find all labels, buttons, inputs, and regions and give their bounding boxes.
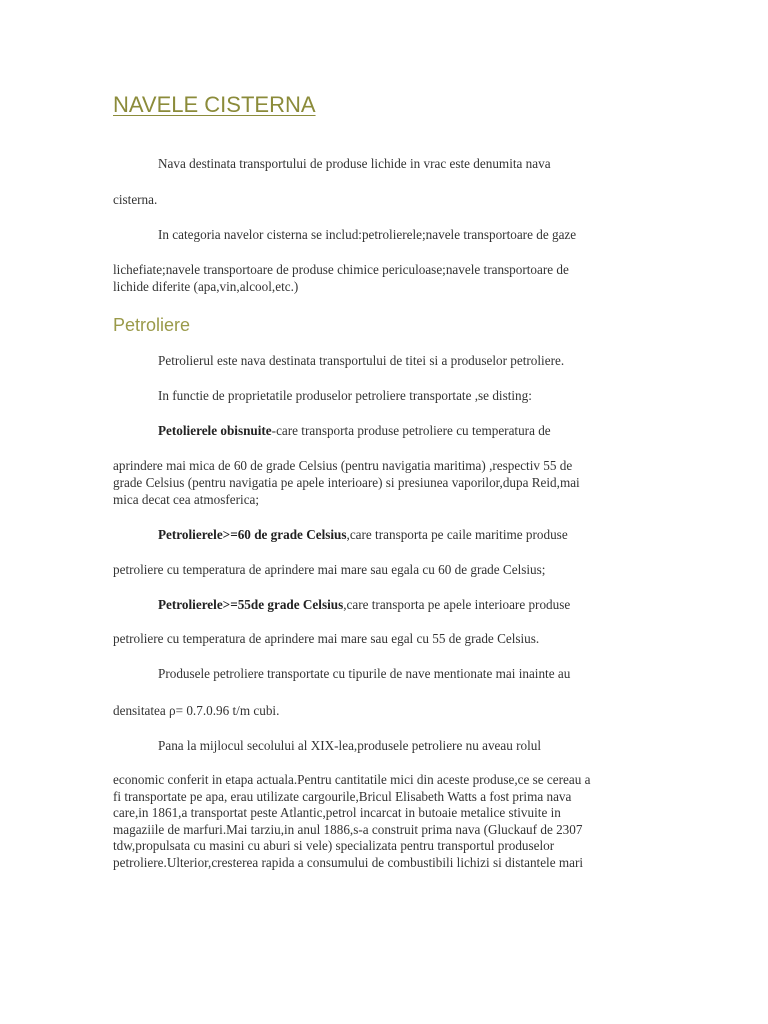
list-item-2-line-1: [158, 526, 568, 543]
list-item-2-line-2: petroliere cu temperatura de aprindere mai mare sau egala cu 60 de grade Celsius;: [113, 562, 546, 577]
section-paragraph-2: In functie de proprietatile produselor petroliere transportate ,se disting:: [158, 388, 532, 403]
paragraph-line: magaziile de marfuri.Mai tarziu,in anul 1886,s-a construit prima nava (Gluckauf de 2307: [113, 821, 583, 837]
paragraph-line: tdw,propulsata cu masini cu aburi si vele) specializata pentru transportul produselor: [113, 838, 555, 853]
page-title: NAVELE CISTERNA: [113, 92, 316, 117]
section-paragraph-1: Petrolierul este nava destinata transportului de titei si a produselor petroliere.: [158, 353, 565, 368]
section-paragraph-3-line-2: densitatea ρ= 0.7.0.96 t/m cubi.: [113, 703, 280, 718]
list-item-2-term: Petrolierele>=60 de grade Celsius: [158, 527, 347, 542]
section-paragraph-4-line-1: Pana la mijlocul secolului al XIX-lea,produsele petroliere nu aveau rolul: [158, 738, 542, 753]
list-item-2-text: ,care transporta pe caile maritime produse: [346, 527, 568, 542]
paragraph-line: care,in 1861,a transportat peste Atlantic,petrol incarcat in butoaie metalice stivuite in: [113, 805, 561, 820]
section-paragraph-4-body: [113, 772, 653, 871]
list-item-3-text: ,care transporta pe apele interioare produse: [343, 597, 571, 612]
paragraph-line: petroliere.Ulterior,cresterea rapida a consumului de combustibili lichizi si distantele mari: [113, 854, 584, 870]
intro-paragraph-1-line-2: cisterna.: [113, 192, 158, 207]
list-item-1-line-3: grade Celsius (pentru navigatia pe apele interioare) si presiunea vaporilor,dupa Reid,mai: [113, 475, 580, 490]
list-item-1-line-1: [158, 422, 551, 439]
section-paragraph-3-line-1: Produsele petroliere transportate cu tipurile de nave mentionate mai inainte au: [158, 666, 571, 681]
list-item-3-line-2: petroliere cu temperatura de aprindere mai mare sau egal cu 55 de grade Celsius.: [113, 631, 540, 646]
intro-paragraph-2-line-2: lichefiate;navele transportoare de produse chimice periculoase;navele transportoare de: [113, 262, 569, 277]
section-heading: Petroliere: [113, 315, 191, 335]
list-item-1-line-2: aprindere mai mica de 60 de grade Celsius (pentru navigatia maritima) ,respectiv 55 de: [113, 458, 573, 473]
list-item-1-text: -care transporta produse petroliere cu temperatura de: [271, 423, 551, 438]
list-item-3-line-1: [158, 596, 570, 613]
intro-paragraph-1-line-1: Nava destinata transportului de produse lichide in vrac este denumita nava: [158, 156, 551, 171]
intro-paragraph-2-line-3: lichide diferite (apa,vin,alcool,etc.): [113, 279, 299, 294]
paragraph-line: fi transportate pe apa, erau utilizate cargourile,Bricul Elisabeth Watts a fost prima nava: [113, 788, 572, 804]
list-item-1-term: Petolierele obisnuite: [158, 423, 272, 438]
list-item-1-line-4: mica decat cea atmosferica;: [113, 492, 260, 507]
list-item-3-term: Petrolierele>=55de grade Celsius: [158, 597, 344, 612]
intro-paragraph-2-line-1: In categoria navelor cisterna se includ:petrolierele;navele transportoare de gaze: [158, 227, 577, 242]
paragraph-line: economic conferit in etapa actuala.Pentru cantitatile mici din aceste produse,ce se cereau a: [113, 772, 591, 787]
